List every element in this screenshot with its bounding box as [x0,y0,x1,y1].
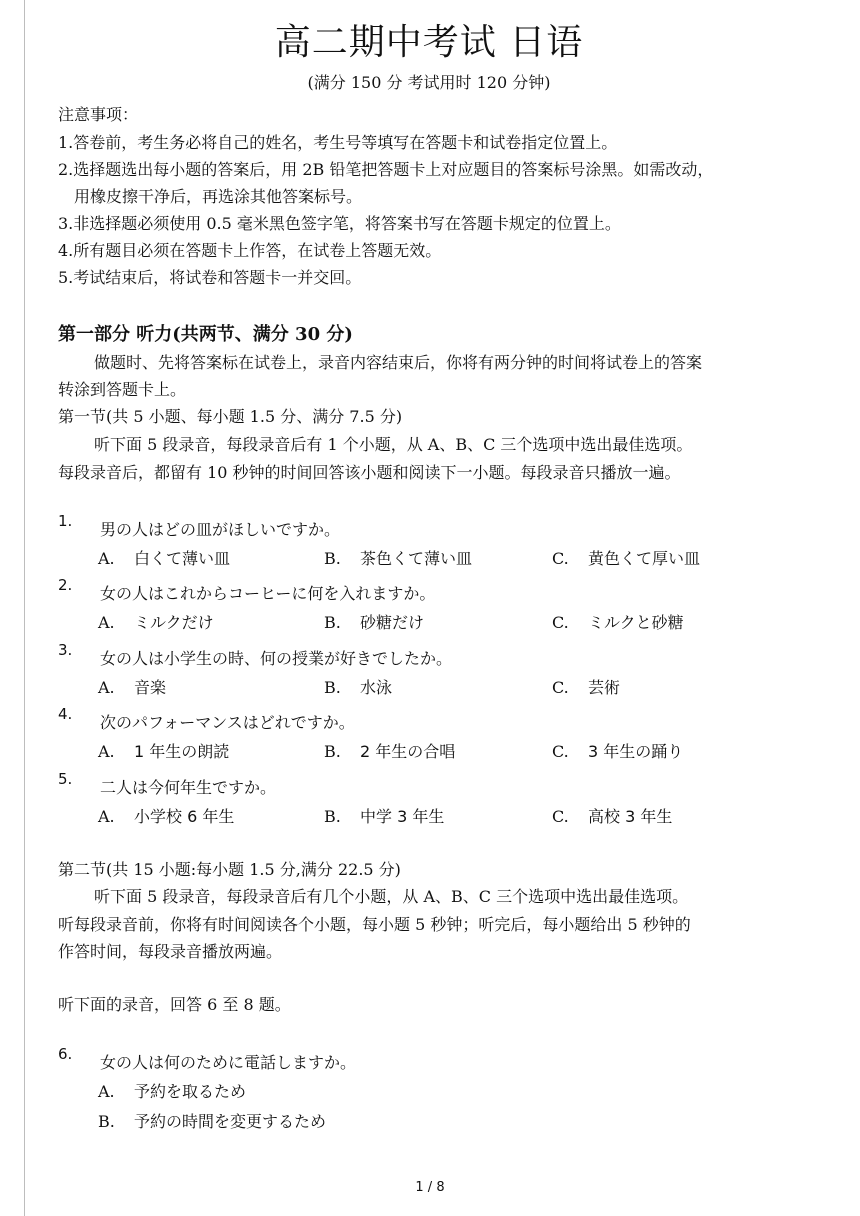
option-text: 1 年生の朗読 [134,742,230,761]
option-text: 高校 3 年生 [588,807,673,826]
section1-heading: 第一节(共 5 小题、每小题 1.5 分、满分 7.5 分) [58,407,403,426]
option-b [324,675,392,698]
option-c [552,675,620,698]
option-text: 芸術 [588,678,621,697]
option-letter: B. [324,549,341,568]
option-a [98,1079,246,1102]
question-number: 3. [58,641,73,659]
option-c [552,804,672,827]
question-number: 5. [58,770,73,788]
question-text: 女の人はこれからコーヒーに何を入れますか。 [100,584,436,603]
option-letter: B. [98,1112,115,1131]
option-letter: C. [552,807,569,826]
section1-instr-1: 听下面 5 段录音，每段录音后有 1 个小题，从 A、B、C 三个选项中选出最佳选项。 [94,435,693,454]
option-a [98,546,230,569]
question-text: 女の人は小学生の時、何の授業が好きでしたか。 [100,649,453,668]
question-text: 二人は今何年生ですか。 [100,778,277,797]
option-letter: C. [552,742,569,761]
part1-intro-2: 转涂到答题卡上。 [58,380,187,399]
exam-title: 高二期中考试 日语 [274,22,584,63]
option-letter: A. [98,742,115,761]
option-c [552,546,700,569]
option-b [324,739,455,762]
group-intro: 听下面的录音，回答 6 至 8 题。 [58,995,291,1014]
note-item-2-cont: 用橡皮擦干净后，再选涂其他答案标号。 [74,187,363,206]
section1-instr-2: 每段录音后，都留有 10 秒钟的时间回答该小题和阅读下一小题。每段录音只播放一遍。 [58,463,681,482]
page-left-border [24,0,25,1216]
option-text: 音楽 [134,678,167,697]
option-letter: A. [98,549,115,568]
option-letter: B. [324,742,341,761]
option-letter: B. [324,613,341,632]
option-b [324,804,444,827]
section2-instr-2: 听每段录音前，你将有时间阅读各个小题，每小题 5 秒钟；听完后，每小题给出 5 秒钟的 [58,915,691,934]
option-c [552,610,684,633]
notes-heading: 注意事项： [58,105,139,124]
page-number: 1 / 8 [415,1180,445,1195]
option-letter: C. [552,549,569,568]
option-text: 白くて薄い皿 [134,549,231,568]
option-letter: C. [552,678,569,697]
note-item-3: 3.非选择题必须使用 0.5 毫米黑色签字笔，将答案书写在答题卡规定的位置上。 [58,214,621,233]
option-text: ミルクと砂糖 [588,613,684,632]
section2-instr-3: 作答时间，每段录音播放两遍。 [58,942,283,961]
option-text: 3 年生の踊り [588,742,684,761]
note-item-4: 4.所有题目必须在答题卡上作答，在试卷上答题无效。 [58,241,442,260]
question-number: 6. [58,1045,73,1063]
question-number: 2. [58,576,73,594]
note-item-2: 2.选择题选出每小题的答案后，用 2B 铅笔把答题卡上对应题目的答案标号涂黑。如需改动， [58,160,714,179]
option-text: 中学 3 年生 [360,807,445,826]
option-b [324,610,424,633]
option-text: 茶色くて薄い皿 [360,549,473,568]
option-letter: A. [98,1082,115,1101]
option-text: ミルクだけ [134,613,214,632]
part1-heading: 第一部分 听力(共两节、满分 30 分) [58,324,353,345]
option-letter: A. [98,678,115,697]
option-letter: A. [98,807,115,826]
option-b [324,546,472,569]
note-item-5: 5.考试结束后，将试卷和答题卡一并交回。 [58,268,362,287]
option-a [98,610,214,633]
part1-intro-1: 做题时、先将答案标在试卷上，录音内容结束后，你将有两分钟的时间将试卷上的答案 [94,353,703,372]
option-text: 予約を取るため [134,1082,247,1101]
exam-subtitle: (满分 150 分 考试用时 120 分钟) [307,73,551,92]
option-text: 砂糖だけ [360,613,425,632]
option-a [98,739,229,762]
section2-instr-1: 听下面 5 段录音，每段录音后有几个小题，从 A、B、C 三个选项中选出最佳选项。 [94,887,689,906]
note-item-1: 1.答卷前，考生务必将自己的姓名，考生号等填写在答题卡和试卷指定位置上。 [58,133,618,152]
option-letter: B. [324,678,341,697]
option-a [98,675,166,698]
question-text: 次のパフォーマンスはどれですか。 [100,713,355,732]
question-text: 女の人は何のために電話しますか。 [100,1053,357,1072]
option-text: 小学校 6 年生 [134,807,235,826]
option-text: 水泳 [360,678,393,697]
section2-heading: 第二节(共 15 小题:每小题 1.5 分,满分 22.5 分) [58,860,401,879]
option-letter: C. [552,613,569,632]
question-number: 1. [58,512,73,530]
question-number: 4. [58,705,73,723]
option-a [98,804,234,827]
option-b [98,1109,326,1132]
option-letter: B. [324,807,341,826]
question-text: 男の人はどの皿がほしいですか。 [100,520,341,539]
option-text: 予約の時間を変更するため [134,1112,327,1131]
option-text: 2 年生の合唱 [360,742,456,761]
option-text: 黄色くて厚い皿 [588,549,701,568]
option-c [552,739,683,762]
option-letter: A. [98,613,115,632]
